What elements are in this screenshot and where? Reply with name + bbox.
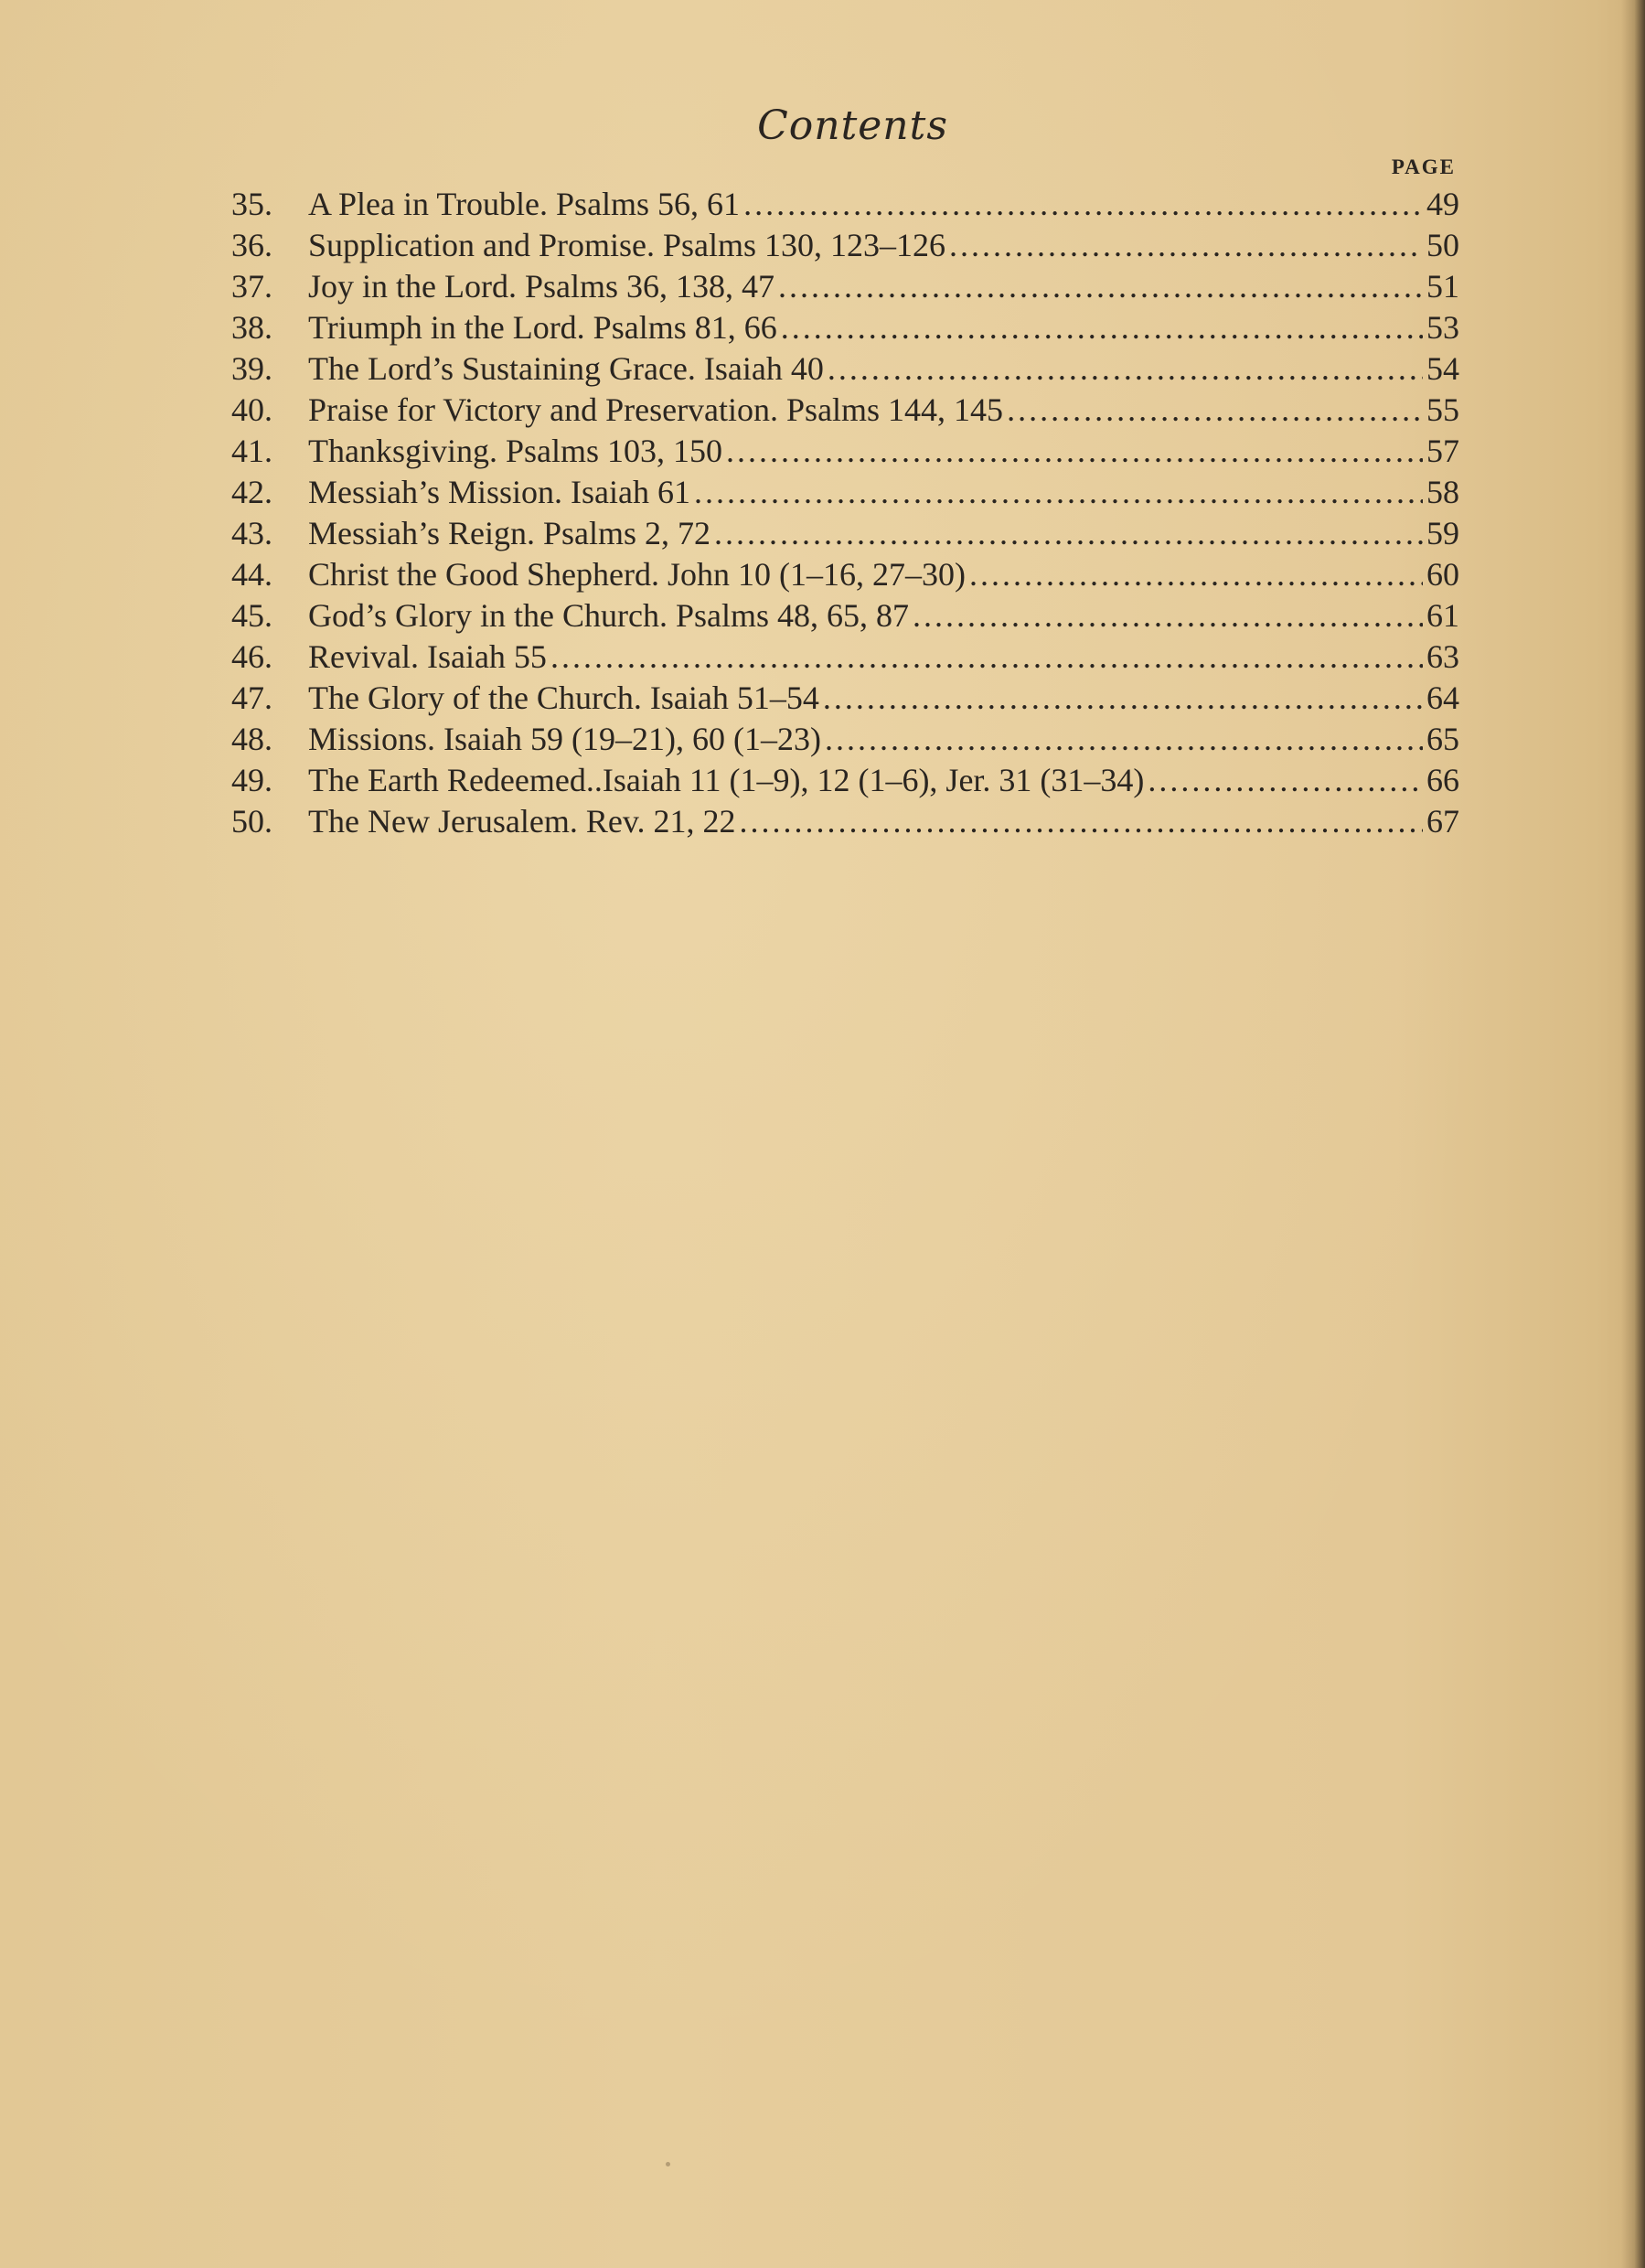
entry-title: God’s Glory in the Church. Psalms 48, 65, 87 xyxy=(308,597,909,634)
dot-leader xyxy=(714,513,1423,554)
page-title: Contents xyxy=(757,102,948,149)
entry-page: 49 xyxy=(1426,186,1459,222)
entry-number: 37. xyxy=(231,268,272,305)
table-of-contents xyxy=(231,184,1459,842)
entry-number: 42. xyxy=(231,474,272,510)
entry-page: 65 xyxy=(1426,721,1459,757)
entry-number: 36. xyxy=(231,227,272,263)
toc-entry xyxy=(231,390,1459,431)
entry-number: 38. xyxy=(231,309,272,346)
entry-number: 45. xyxy=(231,597,272,634)
entry-title: Christ the Good Shepherd. John 10 (1–16, 27–30) xyxy=(308,556,966,593)
dot-leader xyxy=(550,637,1423,678)
entry-page: 50 xyxy=(1426,227,1459,263)
entry-title: The Earth Redeemed..Isaiah 11 (1–9), 12 (1–6), Jer. 31 (31–34) xyxy=(308,762,1145,798)
toc-entry xyxy=(231,472,1459,513)
toc-entry xyxy=(231,719,1459,760)
entry-number: 46. xyxy=(231,638,272,675)
entry-title: Messiah’s Mission. Isaiah 61 xyxy=(308,474,690,510)
entry-title: Praise for Victory and Preservation. Psalms 144, 145 xyxy=(308,391,1004,428)
toc-entry xyxy=(231,678,1459,719)
dot-leader xyxy=(828,348,1423,390)
dot-leader xyxy=(823,678,1423,719)
entry-page: 54 xyxy=(1426,350,1459,387)
dot-leader xyxy=(949,225,1423,266)
entry-page: 58 xyxy=(1426,474,1459,510)
entry-number: 44. xyxy=(231,556,272,593)
entry-page: 55 xyxy=(1426,391,1459,428)
dot-leader xyxy=(740,801,1423,842)
dot-leader xyxy=(694,472,1423,513)
entry-page: 67 xyxy=(1426,803,1459,840)
entry-title: Missions. Isaiah 59 (19–21), 60 (1–23) xyxy=(308,721,821,757)
entry-title: A Plea in Trouble. Psalms 56, 61 xyxy=(308,186,741,222)
entry-title: Messiah’s Reign. Psalms 2, 72 xyxy=(308,515,711,551)
entry-number: 50. xyxy=(231,803,272,840)
toc-entry xyxy=(231,348,1459,390)
entry-page: 64 xyxy=(1426,679,1459,716)
toc-entry xyxy=(231,225,1459,266)
entry-title: Supplication and Promise. Psalms 130, 123–126 xyxy=(308,227,945,263)
entry-title: Revival. Isaiah 55 xyxy=(308,638,547,675)
toc-entry xyxy=(231,184,1459,225)
dot-leader xyxy=(825,719,1423,760)
entry-page: 51 xyxy=(1426,268,1459,305)
entry-title: Thanksgiving. Psalms 103, 150 xyxy=(308,433,723,469)
toc-entry xyxy=(231,595,1459,637)
entry-title: The Lord’s Sustaining Grace. Isaiah 40 xyxy=(308,350,824,387)
entry-page: 59 xyxy=(1426,515,1459,551)
toc-entry xyxy=(231,554,1459,595)
toc-entry xyxy=(231,513,1459,554)
toc-entry xyxy=(231,307,1459,348)
dot-leader xyxy=(1148,760,1423,801)
toc-entry xyxy=(231,431,1459,472)
toc-entry xyxy=(231,801,1459,842)
entry-number: 40. xyxy=(231,391,272,428)
entry-number: 48. xyxy=(231,721,272,757)
dot-leader xyxy=(743,184,1423,225)
dot-leader xyxy=(781,307,1423,348)
entry-number: 41. xyxy=(231,433,272,469)
entry-page: 61 xyxy=(1426,597,1459,634)
dot-leader xyxy=(969,554,1423,595)
dot-leader xyxy=(1007,390,1423,431)
entry-page: 60 xyxy=(1426,556,1459,593)
entry-title: Joy in the Lord. Psalms 36, 138, 47 xyxy=(308,268,774,305)
entry-number: 47. xyxy=(231,679,272,716)
entry-page: 63 xyxy=(1426,638,1459,675)
entry-page: 57 xyxy=(1426,433,1459,469)
entry-title: The Glory of the Church. Isaiah 51–54 xyxy=(308,679,819,716)
entry-number: 43. xyxy=(231,515,272,551)
page-column-header: PAGE xyxy=(1391,155,1456,178)
entry-number: 49. xyxy=(231,762,272,798)
dot-leader xyxy=(726,431,1423,472)
entry-title: Triumph in the Lord. Psalms 81, 66 xyxy=(308,309,777,346)
entry-page: 53 xyxy=(1426,309,1459,346)
toc-entry xyxy=(231,266,1459,307)
toc-entry xyxy=(231,760,1459,801)
dot-leader xyxy=(778,266,1423,307)
dot-leader xyxy=(913,595,1423,637)
entry-number: 35. xyxy=(231,186,272,222)
entry-number: 39. xyxy=(231,350,272,387)
paper-speck xyxy=(666,2162,670,2166)
entry-title: The New Jerusalem. Rev. 21, 22 xyxy=(308,803,736,840)
entry-page: 66 xyxy=(1426,762,1459,798)
page-edge-shadow xyxy=(1621,0,1645,2268)
toc-entry xyxy=(231,637,1459,678)
